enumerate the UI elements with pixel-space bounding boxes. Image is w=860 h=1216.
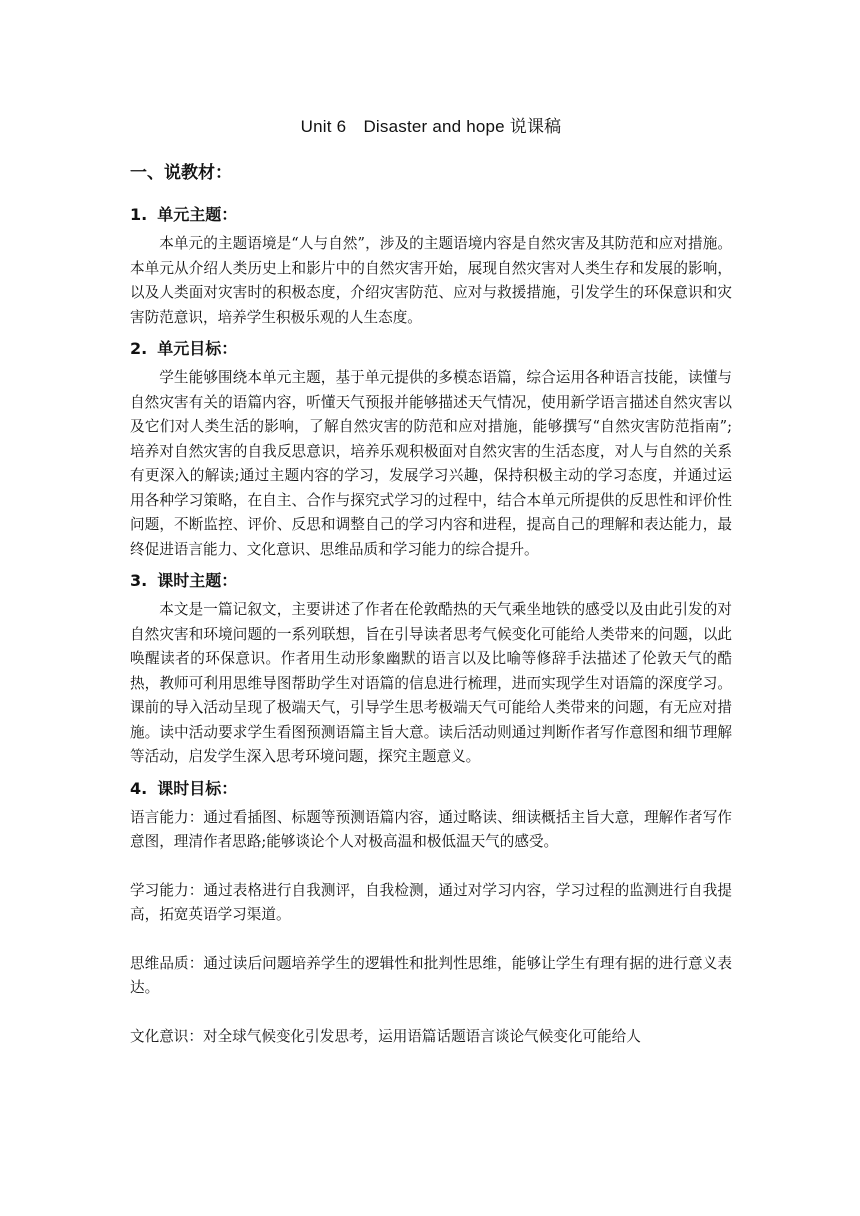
subheading-label: 单元目标： xyxy=(157,339,238,358)
subheading-label: 单元主题： xyxy=(157,205,238,224)
subheading-number: 4. xyxy=(130,778,148,798)
subheading-unit-theme xyxy=(130,202,732,228)
subheading-label: 课时主题： xyxy=(157,571,238,590)
subheading-lesson-theme xyxy=(130,568,732,594)
paragraph-lesson-theme: 本文是一篇记叙文，主要讲述了作者在伦敦酷热的天气乘坐地铁的感受以及由此引发的对自然灾害和环境问题的一系列联想，旨在引导读者思考气候变化可能给人类带来的问题，以此唤醒读者的环保意识。作者用生动形象幽默的语言以及比喻等修辞手法描述了伦敦天气的酷热，教师可利用思维导图帮助学生对语篇的信息进行梳理，进而实现学生对语篇的深度学习。课前的导入活动呈现了极端天气，引导学生思考极端天气可能给人类带来的问题，有无应对措施。读中活动要求学生看图预测语篇主旨大意。读后活动则通过判断作者写作意图和细节理解等活动，启发学生深入思考环境问题，探究主题意义。 xyxy=(130,601,732,765)
paragraph-unit-goals: 学生能够围绕本单元主题，基于单元提供的多模态语篇，综合运用各种语言技能，读懂与自然灾害有关的语篇内容，听懂天气预报并能够描述天气情况，使用新学语言描述自然灾害以及它们对人类生活的影响，了解自然灾害的防范和应对措施，能够撰写“自然灾害防范指南”;培养对自然灾害的自我反思意识，培养乐观积极面对自然灾害的生活态度，对人与自然的关系有更深入的解读;通过主题内容的学习，发展学习兴趣，保持积极主动的学习态度，并通过运用各种学习策略，在自主、合作与探究式学习的过程中，结合本单元所提供的反思性和评价性问题，不断监控、评价、反思和调整自己的学习内容和进程，提高自己的理解和表达能力，最终促进语言能力、文化意识、思维品质和学习能力的综合提升。 xyxy=(130,369,732,558)
subheading-unit-goals xyxy=(130,336,732,362)
goal-language-ability: 语言能力：通过看插图、标题等预测语篇内容，通过略读、细读概括主旨大意，理解作者写作意图，理清作者思路;能够谈论个人对极高温和极低温天气的感受。 xyxy=(130,808,732,850)
subheading-lesson-goals xyxy=(130,776,732,802)
goal-cultural-awareness: 文化意识：对全球气候变化引发思考，运用语篇话题语言谈论气候变化可能给人 xyxy=(130,1027,641,1045)
document-title: Unit 6 Disaster and hope 说课稿 xyxy=(300,117,562,136)
goal-learning-ability: 学习能力：通过表格进行自我测评，自我检测，通过对学习内容，学习过程的监测进行自我提高，拓宽英语学习渠道。 xyxy=(130,881,732,923)
section-heading-textbook: 一、说教材： xyxy=(130,163,232,183)
subheading-number: 3. xyxy=(130,571,148,590)
subheading-number: 2. xyxy=(130,339,148,358)
document-page xyxy=(130,112,732,1073)
subheading-label: 课时目标： xyxy=(157,778,238,798)
subheading-number: 1. xyxy=(130,205,148,224)
goal-thinking-quality: 思维品质：通过读后问题培养学生的逻辑性和批判性思维，能够让学生有理有据的进行意义表达。 xyxy=(130,954,732,996)
paragraph-unit-theme: 本单元的主题语境是“人与自然”，涉及的主题语境内容是自然灾害及其防范和应对措施。本单元从介绍人类历史上和影片中的自然灾害开始，展现自然灾害对人类生存和发展的影响，以及人类面对灾害时的积极态度，介绍灾害防范、应对与救援措施，引发学生的环保意识和灾害防范意识，培养学生积极乐观的人生态度。 xyxy=(130,235,732,326)
